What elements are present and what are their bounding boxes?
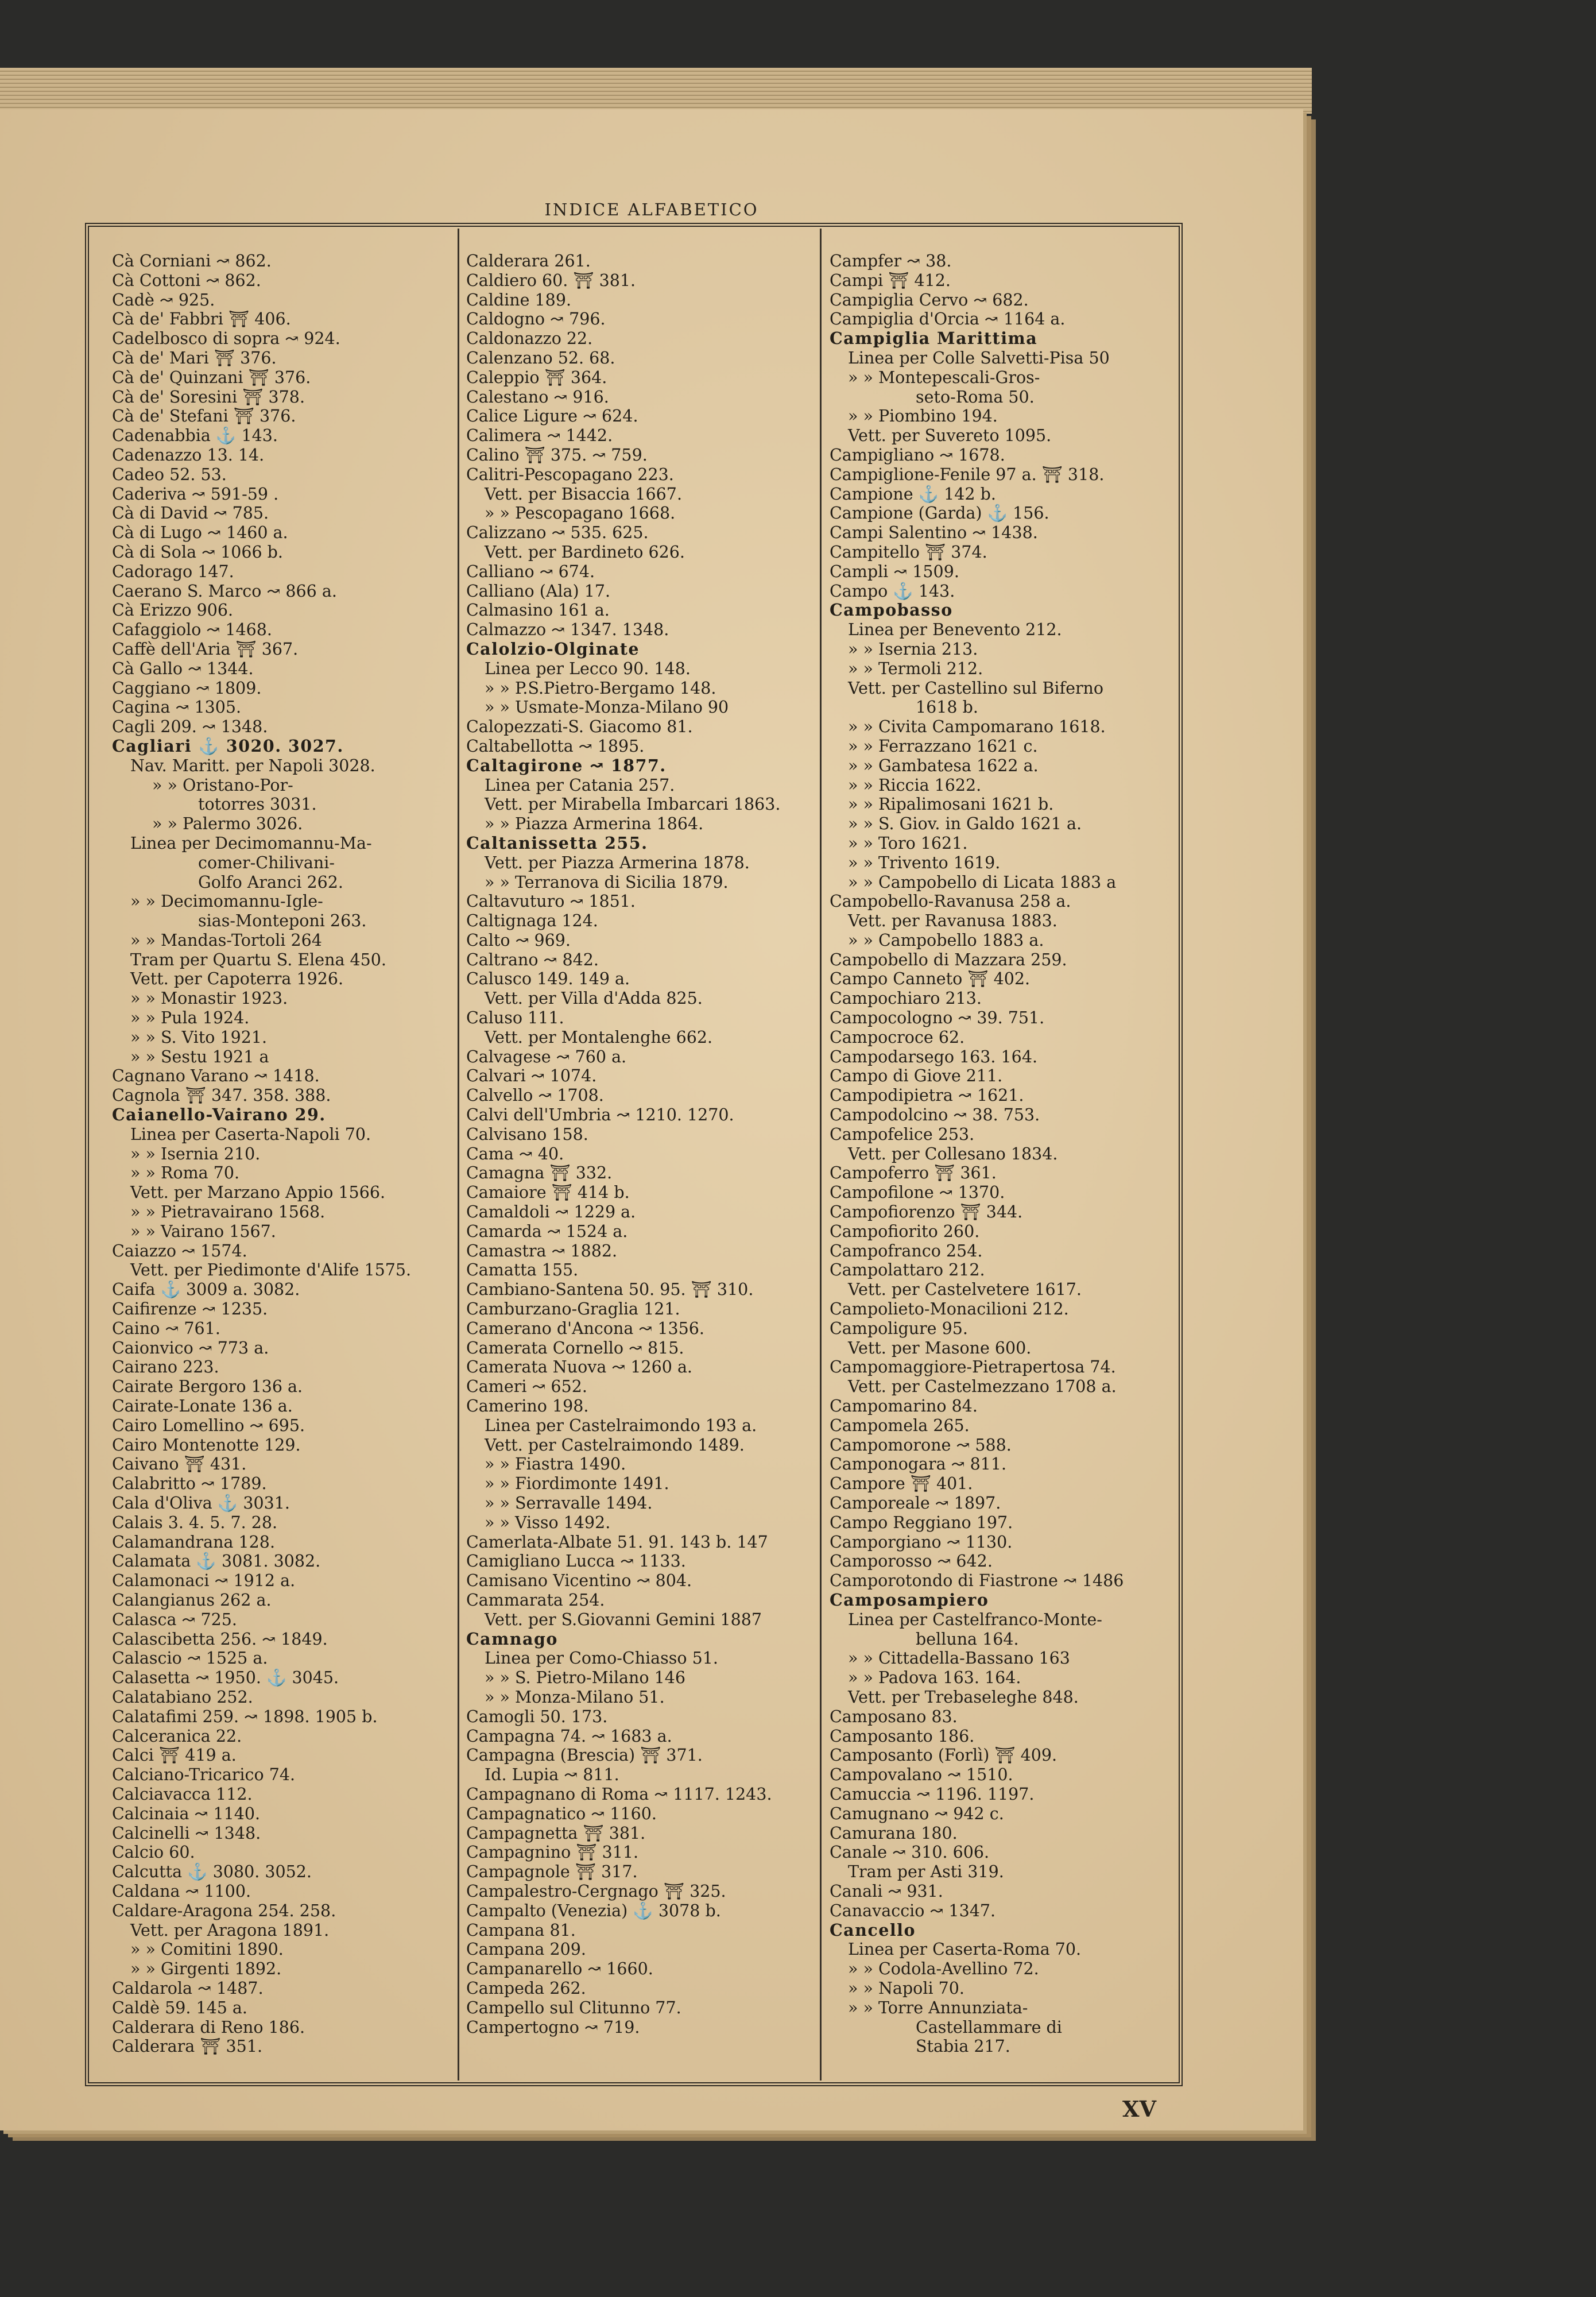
- column-separator: [820, 229, 822, 2081]
- index-entry: Calvello ↝ 1708.: [466, 1086, 604, 1105]
- index-entry: Campiglia Cervo ↝ 682.: [830, 290, 1029, 310]
- index-entry: Calmazzo ↝ 1347. 1348.: [466, 620, 669, 640]
- index-entry: Cà di Sola ↝ 1066 b.: [112, 542, 283, 562]
- index-entry: Caldonazzo 22.: [466, 329, 593, 349]
- index-entry: Vett. per Bardineto 626.: [485, 542, 685, 562]
- index-entry: Vett. per Villa d'Adda 825.: [485, 989, 703, 1008]
- index-entry: Calliano ↝ 674.: [466, 562, 595, 581]
- index-entry: » » Riccia 1622.: [848, 775, 982, 795]
- index-entry: Calestano ↝ 916.: [466, 387, 609, 407]
- index-entry: Calais 3. 4. 5. 7. 28.: [112, 1513, 278, 1532]
- index-entry: Vett. per Ravanusa 1883.: [848, 911, 1057, 931]
- index-entry: Calatafimi 259. ↝ 1898. 1905 b.: [112, 1707, 378, 1726]
- index-entry: Calangianus 262 a.: [112, 1590, 272, 1610]
- index-entry: Calci ⛩ 419 a.: [112, 1746, 237, 1765]
- index-entry: Caldine 189.: [466, 290, 572, 310]
- index-entry: Vett. per Marzano Appio 1566.: [130, 1183, 386, 1202]
- index-entry: Camporotondo di Fiastrone ↝ 1486: [830, 1571, 1124, 1591]
- index-entry: Cà Corniani ↝ 862.: [112, 252, 272, 270]
- index-entry: Cadorago 147.: [112, 562, 234, 581]
- index-entry: Calderara ⛩ 351.: [112, 2037, 263, 2056]
- index-entry: Campolieto-Monacilioni 212.: [830, 1300, 1069, 1319]
- index-entry: Calcio 60.: [112, 1843, 195, 1862]
- index-entry: Vett. per Piazza Armerina 1878.: [485, 853, 750, 872]
- index-entry: Golfo Aranci 262.: [198, 872, 343, 892]
- index-entry: » » Ripalimosani 1621 b.: [848, 795, 1054, 814]
- index-entry: Calcinaia ↝ 1140.: [112, 1804, 261, 1823]
- index-entry: Caerano S. Marco ↝ 866 a.: [112, 581, 337, 601]
- index-entry: Caldiero 60. ⛩ 381.: [466, 270, 636, 290]
- index-entry: Campodolcino ↝ 38. 753.: [830, 1105, 1040, 1125]
- index-entry: Caiazzo ↝ 1574.: [112, 1241, 247, 1260]
- index-entry: totorres 3031.: [198, 795, 317, 814]
- index-entry: Vett. per Castelvetere 1617.: [848, 1280, 1082, 1300]
- index-entry: Campanarello ↝ 1660.: [466, 1959, 653, 1979]
- index-entry: Calciano-Tricarico 74.: [112, 1765, 296, 1785]
- index-entry: Camaiore ⛩ 414 b.: [466, 1183, 630, 1202]
- index-entry: Caianello-Vairano 29.: [112, 1105, 326, 1125]
- index-entry: Campofiorito 260.: [830, 1221, 980, 1241]
- index-entry: » » Isernia 210.: [130, 1144, 261, 1163]
- index-entry: Vett. per Aragona 1891.: [130, 1920, 330, 1940]
- index-entry: Calderara di Reno 186.: [112, 2017, 305, 2037]
- index-entry: Calatabiano 252.: [112, 1687, 253, 1707]
- index-entry: Tram per Asti 319.: [848, 1862, 1004, 1882]
- index-entry: Campana 209.: [466, 1940, 586, 1959]
- index-entry: » » Gambatesa 1622 a.: [848, 756, 1039, 775]
- index-entry: Linea per Como-Chiasso 51.: [485, 1649, 718, 1668]
- index-entry: Camporgiano ↝ 1130.: [830, 1532, 1013, 1552]
- index-entry: Campovalano ↝ 1510.: [830, 1765, 1013, 1785]
- index-entry: » » S. Vito 1921.: [130, 1027, 268, 1047]
- index-entry: Cà Cottoni ↝ 862.: [112, 270, 261, 290]
- index-entry: Cadenabbia ⚓ 143.: [112, 426, 278, 446]
- index-entry: Campobello-Ravanusa 258 a.: [830, 892, 1071, 911]
- index-entry: » » Palermo 3026.: [152, 814, 303, 834]
- index-entry: » » Piombino 194.: [848, 407, 998, 426]
- index-entry: Vett. per Mirabella Imbarcari 1863.: [485, 795, 781, 814]
- index-entry: » » Serravalle 1494.: [485, 1494, 653, 1513]
- index-entry: » » Toro 1621.: [848, 833, 968, 853]
- index-entry: Caffè dell'Aria ⛩ 367.: [112, 639, 299, 659]
- index-entry: Calusco 149. 149 a.: [466, 969, 630, 989]
- index-entry: Caionvico ↝ 773 a.: [112, 1338, 269, 1358]
- index-entry: Cala d'Oliva ⚓ 3031.: [112, 1494, 290, 1513]
- index-column-1: [112, 252, 462, 2056]
- index-entry: Campiglione-Fenile 97 a. ⛩ 318.: [830, 465, 1105, 484]
- index-entry: » » P.S.Pietro-Bergamo 148.: [485, 678, 716, 698]
- index-entry: Calcinelli ↝ 1348.: [112, 1823, 261, 1843]
- index-entry: Caltavuturo ↝ 1851.: [466, 892, 636, 911]
- index-entry: Camatta 155.: [466, 1260, 579, 1280]
- index-entry: 1618 b.: [916, 698, 978, 717]
- index-entry: Calopezzati-S. Giacomo 81.: [466, 717, 693, 737]
- index-entry: » » Montepescali-Gros-: [848, 368, 1040, 387]
- index-entry: Calvi dell'Umbria ↝ 1210. 1270.: [466, 1105, 734, 1125]
- index-entry: » » Oristano-Por-: [152, 775, 293, 795]
- index-entry: Cadeo 52. 53.: [112, 465, 227, 484]
- index-entry: Camponogara ↝ 811.: [830, 1455, 1007, 1474]
- index-entry: » » Cittadella-Bassano 163: [848, 1649, 1070, 1668]
- index-entry: Camaldoli ↝ 1229 a.: [466, 1202, 636, 1222]
- index-entry: » » Comitini 1890.: [130, 1940, 284, 1959]
- page-number: XV: [1122, 2096, 1156, 2122]
- index-entry: Camporeale ↝ 1897.: [830, 1494, 1001, 1513]
- index-entry: Campocroce 62.: [830, 1027, 965, 1047]
- index-entry: Canali ↝ 931.: [830, 1881, 943, 1901]
- index-entry: Campfer ↝ 38.: [830, 252, 952, 270]
- index-entry: Campofiorenzo ⛩ 344.: [830, 1202, 1023, 1222]
- index-entry: Cairo Montenotte 129.: [112, 1435, 301, 1455]
- index-entry: Camagna ⛩ 332.: [466, 1163, 613, 1183]
- index-entry: » » Monza-Milano 51.: [485, 1687, 665, 1707]
- index-entry: Vett. per Suvereto 1095.: [848, 426, 1052, 446]
- index-entry: Cairano 223.: [112, 1358, 219, 1377]
- index-entry: Camposanto 186.: [830, 1726, 975, 1746]
- index-entry: » » Civita Campomarano 1618.: [848, 717, 1106, 737]
- index-entry: Cancello: [830, 1920, 916, 1940]
- index-entry: Cambiano-Santena 50. 95. ⛩ 310.: [466, 1280, 754, 1300]
- index-entry: Campagnatico ↝ 1160.: [466, 1804, 657, 1823]
- index-entry: Campomela 265.: [830, 1416, 970, 1435]
- index-entry: Vett. per Collesano 1834.: [848, 1144, 1058, 1163]
- index-entry: Caltanissetta 255.: [466, 833, 648, 853]
- index-entry: Campalestro-Cergnago ⛩ 325.: [466, 1881, 726, 1901]
- index-entry: Calino ⛩ 375. ↝ 759.: [466, 445, 648, 465]
- index-entry: Campagnano di Roma ↝ 1117. 1243.: [466, 1784, 772, 1804]
- index-entry: Calascio ↝ 1525 a.: [112, 1649, 268, 1668]
- index-entry: Campocologno ↝ 39. 751.: [830, 1008, 1045, 1028]
- index-entry: Camarda ↝ 1524 a.: [466, 1221, 628, 1241]
- index-entry: Cagina ↝ 1305.: [112, 698, 242, 717]
- index-entry: Cagnano Varano ↝ 1418.: [112, 1066, 320, 1086]
- index-entry: Camogli 50. 173.: [466, 1707, 608, 1726]
- index-entry: Camposano 83.: [830, 1707, 958, 1726]
- index-entry: Camastra ↝ 1882.: [466, 1241, 618, 1260]
- index-entry: Calasca ↝ 725.: [112, 1610, 237, 1629]
- index-entry: Campione ⚓ 142 b.: [830, 484, 996, 504]
- index-entry: Linea per Lecco 90. 148.: [485, 659, 691, 678]
- index-entry: Cadè ↝ 925.: [112, 290, 215, 310]
- index-entry: » » Campobello di Licata 1883 a: [848, 872, 1117, 892]
- index-entry: Id. Lupia ↝ 811.: [485, 1765, 619, 1785]
- index-column-2: [466, 252, 816, 2037]
- index-entry: sias-Monteponi 263.: [198, 911, 367, 931]
- index-entry: Cagli 209. ↝ 1348.: [112, 717, 268, 737]
- page-header: INDICE ALFABETICO: [544, 200, 759, 219]
- index-entry: Cafaggiolo ↝ 1468.: [112, 620, 272, 640]
- index-entry: Cà de' Stefani ⛩ 376.: [112, 407, 296, 426]
- index-entry: Campi Salentino ↝ 1438.: [830, 523, 1038, 543]
- index-entry: Camporosso ↝ 642.: [830, 1552, 993, 1571]
- index-entry: Campoferro ⛩ 361.: [830, 1163, 997, 1183]
- index-entry: Campomorone ↝ 588.: [830, 1435, 1012, 1455]
- index-entry: Linea per Decimomannu-Ma-: [130, 833, 372, 853]
- index-entry: Canale ↝ 310. 606.: [830, 1843, 990, 1862]
- index-entry: Campagna 74. ↝ 1683 a.: [466, 1726, 672, 1746]
- index-entry: » » Napoli 70.: [848, 1978, 964, 1998]
- index-entry: » » Usmate-Monza-Milano 90: [485, 698, 729, 717]
- index-entry: Linea per Colle Salvetti-Pisa 50: [848, 348, 1110, 368]
- index-entry: Camugnano ↝ 942 c.: [830, 1804, 1004, 1823]
- index-entry: » » Decimomannu-Igle-: [130, 892, 323, 911]
- index-entry: Caleppio ⛩ 364.: [466, 368, 607, 387]
- index-entry: Campalto (Venezia) ⚓ 3078 b.: [466, 1901, 721, 1920]
- index-entry: Linea per Caserta-Roma 70.: [848, 1940, 1082, 1959]
- index-entry: Calliano (Ala) 17.: [466, 581, 611, 601]
- index-entry: Caivano ⛩ 431.: [112, 1455, 247, 1474]
- index-entry: Vett. per Piedimonte d'Alife 1575.: [130, 1260, 412, 1280]
- index-entry: Caifirenze ↝ 1235.: [112, 1300, 268, 1319]
- index-entry: Camerata Cornello ↝ 815.: [466, 1338, 684, 1358]
- index-entry: Vett. per Castellino sul Biferno: [848, 678, 1104, 698]
- index-entry: Campo Reggiano 197.: [830, 1513, 1013, 1532]
- index-entry: Calamandrana 128.: [112, 1532, 275, 1552]
- index-entry: Linea per Caserta-Napoli 70.: [130, 1124, 371, 1144]
- index-entry: Campofranco 254.: [830, 1241, 983, 1260]
- index-entry: Castellammare di: [916, 2017, 1062, 2037]
- index-entry: Campofelice 253.: [830, 1124, 975, 1144]
- index-entry: Calitri-Pescopagano 223.: [466, 465, 674, 484]
- index-entry: Caldogno ↝ 796.: [466, 310, 606, 329]
- index-entry: Calamonaci ↝ 1912 a.: [112, 1571, 296, 1591]
- index-entry: Caltignaga 124.: [466, 911, 598, 931]
- index-entry: Campobasso: [830, 600, 953, 620]
- index-entry: Cairo Lomellino ↝ 695.: [112, 1416, 305, 1435]
- index-entry: Campagnino ⛩ 311.: [466, 1843, 639, 1862]
- index-entry: Calceranica 22.: [112, 1726, 242, 1746]
- index-entry: Caltrano ↝ 842.: [466, 950, 599, 969]
- index-entry: » » Girgenti 1892.: [130, 1959, 282, 1979]
- index-entry: Canavaccio ↝ 1347.: [830, 1901, 996, 1920]
- index-entry: Calenzano 52. 68.: [466, 348, 615, 368]
- index-entry: » » S. Giov. in Galdo 1621 a.: [848, 814, 1082, 834]
- index-entry: Vett. per Trebaseleghe 848.: [848, 1687, 1079, 1707]
- index-entry: Campomarino 84.: [830, 1397, 978, 1416]
- index-entry: Vett. per Montalenghe 662.: [485, 1027, 713, 1047]
- index-entry: » » Pietravairano 1568.: [130, 1202, 326, 1222]
- index-entry: Calimera ↝ 1442.: [466, 426, 613, 446]
- index-entry: Vett. per Bisaccia 1667.: [485, 484, 683, 504]
- index-entry: Tram per Quartu S. Elena 450.: [130, 950, 386, 969]
- index-entry: Caifa ⚓ 3009 a. 3082.: [112, 1280, 300, 1300]
- index-entry: » » Trivento 1619.: [848, 853, 1001, 872]
- index-entry: » » S. Pietro-Milano 146: [485, 1668, 686, 1688]
- index-entry: Cà di David ↝ 785.: [112, 504, 269, 523]
- index-entry: Campana 81.: [466, 1920, 576, 1940]
- index-entry: Camisano Vicentino ↝ 804.: [466, 1571, 692, 1591]
- index-entry: Cà de' Soresini ⛩ 378.: [112, 387, 305, 407]
- index-entry: Campertogno ↝ 719.: [466, 2017, 640, 2037]
- index-entry: Campolattaro 212.: [830, 1260, 985, 1280]
- index-entry: Campo ⚓ 143.: [830, 581, 955, 601]
- index-entry: Campodipietra ↝ 1621.: [830, 1086, 1024, 1105]
- index-entry: Calcutta ⚓ 3080. 3052.: [112, 1862, 312, 1882]
- index-entry: Cà di Lugo ↝ 1460 a.: [112, 523, 288, 543]
- index-entry: Calmasino 161 a.: [466, 601, 610, 620]
- index-entry: Campitello ⛩ 374.: [830, 542, 987, 562]
- index-entry: Caderiva ↝ 591-59 .: [112, 484, 279, 504]
- index-entry: seto-Roma 50.: [916, 387, 1035, 407]
- index-entry: Campiglia Marittima: [830, 328, 1038, 349]
- index-entry: Calamata ⚓ 3081. 3082.: [112, 1552, 321, 1571]
- page-stack-edge: [0, 68, 1312, 114]
- index-entry: Linea per Catania 257.: [485, 775, 675, 795]
- index-entry: » » Torre Annunziata-: [848, 1998, 1028, 2017]
- index-entry: Vett. per Masone 600.: [848, 1338, 1032, 1358]
- index-entry: Camposampiero: [830, 1590, 989, 1610]
- index-entry: Cadelbosco di sopra ↝ 924.: [112, 329, 340, 349]
- index-entry: Campli ↝ 1509.: [830, 562, 959, 581]
- index-entry: Camerano d'Ancona ↝ 1356.: [466, 1318, 704, 1338]
- index-entry: Calvari ↝ 1074.: [466, 1066, 597, 1086]
- index-entry: Cairate-Lonate 136 a.: [112, 1397, 293, 1416]
- index-entry: Campomaggiore-Pietrapertosa 74.: [830, 1358, 1116, 1377]
- index-entry: Campo di Giove 211.: [830, 1066, 1003, 1086]
- index-entry: Cammarata 254.: [466, 1590, 605, 1610]
- index-entry: Caltagirone ↝ 1877.: [466, 755, 667, 775]
- index-entry: Nav. Maritt. per Napoli 3028.: [130, 756, 375, 775]
- index-entry: Campoligure 95.: [830, 1318, 968, 1338]
- index-entry: Stabia 217.: [916, 2037, 1010, 2056]
- index-entry: Campore ⛩ 401.: [830, 1474, 973, 1494]
- index-entry: Vett. per Castelraimondo 1489.: [485, 1435, 745, 1455]
- index-entry: » » Ferrazzano 1621 c.: [848, 736, 1038, 756]
- index-entry: Cairate Bergoro 136 a.: [112, 1377, 303, 1397]
- index-entry: Linea per Castelfranco-Monte-: [848, 1610, 1102, 1629]
- index-entry: » » Sestu 1921 a: [130, 1047, 269, 1066]
- index-entry: Campigliano ↝ 1678.: [830, 445, 1005, 465]
- index-entry: » » Vairano 1567.: [130, 1221, 276, 1241]
- index-entry: » » Fiordimonte 1491.: [485, 1474, 669, 1494]
- index-entry: Campagna (Brescia) ⛩ 371.: [466, 1746, 703, 1765]
- index-entry: Campi ⛩ 412.: [830, 270, 951, 290]
- index-entry: » » Monastir 1923.: [130, 989, 288, 1008]
- index-entry: » » Padova 163. 164.: [848, 1668, 1021, 1688]
- index-entry: Calice Ligure ↝ 624.: [466, 407, 638, 426]
- index-entry: Camposanto (Forlì) ⛩ 409.: [830, 1746, 1057, 1765]
- index-entry: Vett. per S.Giovanni Gemini 1887: [485, 1610, 762, 1629]
- index-entry: Camigliano Lucca ↝ 1133.: [466, 1552, 686, 1571]
- index-entry: Campello sul Clitunno 77.: [466, 1998, 681, 2017]
- index-entry: Vett. per Castelmezzano 1708 a.: [848, 1377, 1117, 1397]
- index-entry: Campobello di Mazzara 259.: [830, 950, 1067, 969]
- index-entry: Cà de' Fabbri ⛩ 406.: [112, 310, 291, 329]
- index-entry: Campofilone ↝ 1370.: [830, 1183, 1005, 1202]
- index-entry: Caggiano ↝ 1809.: [112, 678, 262, 698]
- index-entry: » » Piazza Armerina 1864.: [485, 814, 704, 834]
- index-entry: Camburzano-Graglia 121.: [466, 1300, 680, 1319]
- index-entry: Cadenazzo 13. 14.: [112, 445, 265, 465]
- index-entry: Camurana 180.: [830, 1823, 958, 1843]
- index-entry: » » Mandas-Tortoli 264: [130, 930, 322, 950]
- index-entry: Campeda 262.: [466, 1978, 586, 1998]
- index-entry: » » Campobello 1883 a.: [848, 930, 1044, 950]
- index-entry: Calvagese ↝ 760 a.: [466, 1047, 627, 1066]
- index-entry: Cà Gallo ↝ 1344.: [112, 659, 254, 678]
- index-entry: Calizzano ↝ 535. 625.: [466, 523, 649, 543]
- index-entry: Caldare-Aragona 254. 258.: [112, 1901, 336, 1920]
- index-entry: Caldana ↝ 1100.: [112, 1881, 251, 1901]
- index-entry: Linea per Castelraimondo 193 a.: [485, 1416, 757, 1435]
- index-entry: Camuccia ↝ 1196. 1197.: [830, 1784, 1035, 1804]
- index-entry: » » Pescopagano 1668.: [485, 504, 676, 523]
- index-entry: Cà Erizzo 906.: [112, 601, 234, 620]
- index-entry: Campochiaro 213.: [830, 989, 982, 1008]
- index-entry: » » Termoli 212.: [848, 659, 983, 678]
- index-entry: Campione (Garda) ⚓ 156.: [830, 504, 1049, 523]
- index-entry: Linea per Benevento 212.: [848, 620, 1062, 640]
- index-entry: Calderara 261.: [466, 252, 591, 270]
- index-entry: Cà de' Mari ⛩ 376.: [112, 348, 277, 368]
- index-entry: Caltabellotta ↝ 1895.: [466, 736, 645, 756]
- index-entry: » » Isernia 213.: [848, 639, 978, 659]
- index-entry: Cameri ↝ 652.: [466, 1377, 587, 1397]
- index-entry: Caluso 111.: [466, 1008, 564, 1028]
- index-entry: Camnago: [466, 1629, 558, 1649]
- index-entry: Campagnetta ⛩ 381.: [466, 1823, 646, 1843]
- index-entry: Camerino 198.: [466, 1397, 589, 1416]
- index-entry: Camerlata-Albate 51. 91. 143 b. 147: [466, 1532, 768, 1552]
- index-entry: Caino ↝ 761.: [112, 1318, 220, 1338]
- index-entry: comer-Chilivani-: [198, 853, 335, 872]
- index-entry: Campagnole ⛩ 317.: [466, 1862, 638, 1882]
- index-entry: Calascibetta 256. ↝ 1849.: [112, 1629, 328, 1649]
- index-entry: Caldè 59. 145 a.: [112, 1998, 247, 2017]
- index-entry: Calciavacca 112.: [112, 1784, 253, 1804]
- index-entry: Calasetta ↝ 1950. ⚓ 3045.: [112, 1668, 339, 1688]
- index-entry: Campiglia d'Orcia ↝ 1164 a.: [830, 310, 1066, 329]
- index-entry: Campo Canneto ⛩ 402.: [830, 969, 1031, 989]
- index-column-3: [830, 252, 1180, 2056]
- index-entry: » » Pula 1924.: [130, 1008, 250, 1028]
- index-entry: » » Fiastra 1490.: [485, 1455, 626, 1474]
- index-entry: Cagliari ⚓ 3020. 3027.: [112, 736, 344, 756]
- index-entry: Cama ↝ 40.: [466, 1144, 564, 1163]
- index-entry: Calolzio-Olginate: [466, 639, 640, 659]
- index-entry: Calvisano 158.: [466, 1124, 588, 1144]
- index-entry: Camerata Nuova ↝ 1260 a.: [466, 1358, 692, 1377]
- index-entry: Campodarsego 163. 164.: [830, 1047, 1038, 1066]
- index-entry: Calabritto ↝ 1789.: [112, 1474, 267, 1494]
- index-entry: Vett. per Capoterra 1926.: [130, 969, 344, 989]
- index-entry: » » Visso 1492.: [485, 1513, 611, 1532]
- index-entry: » » Terranova di Sicilia 1879.: [485, 872, 729, 892]
- index-entry: Cà de' Quinzani ⛩ 376.: [112, 368, 311, 387]
- index-entry: Calto ↝ 969.: [466, 930, 571, 950]
- index-entry: belluna 164.: [916, 1629, 1019, 1649]
- index-entry: » » Codola-Avellino 72.: [848, 1959, 1039, 1979]
- index-entry: » » Roma 70.: [130, 1163, 240, 1183]
- index-entry: Cagnola ⛩ 347. 358. 388.: [112, 1086, 331, 1105]
- index-entry: Caldarola ↝ 1487.: [112, 1978, 264, 1998]
